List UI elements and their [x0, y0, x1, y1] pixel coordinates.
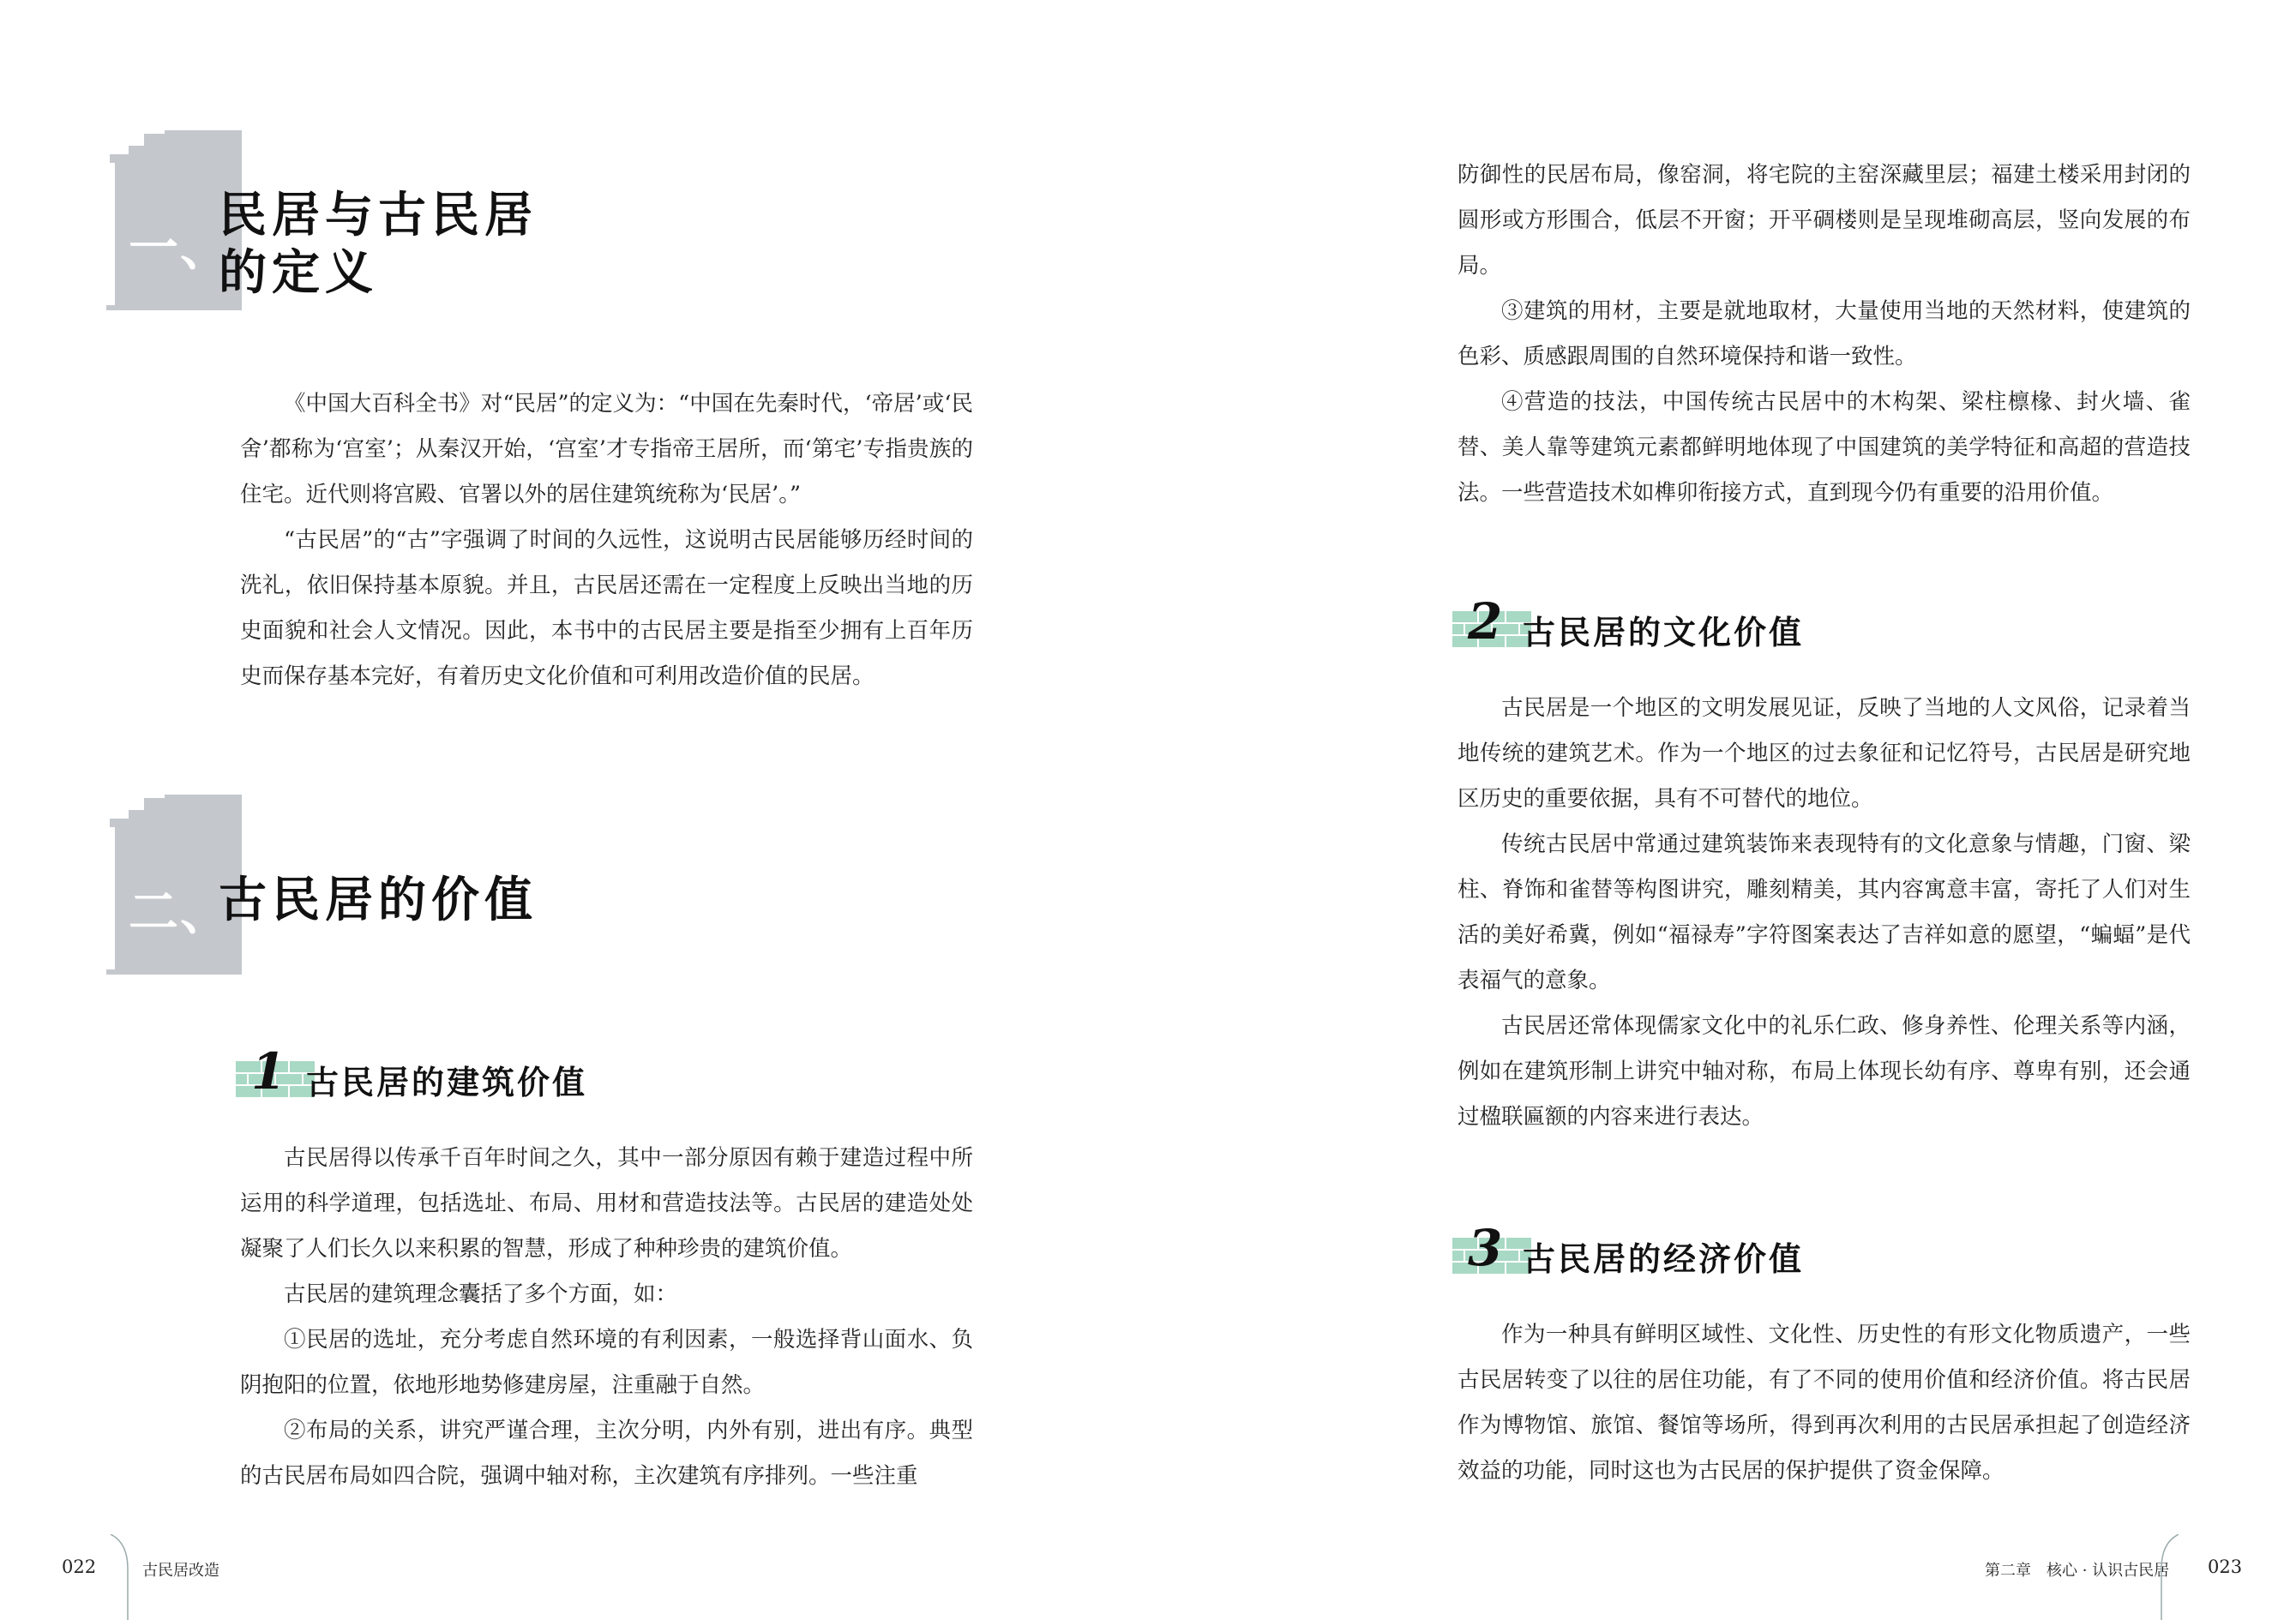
paragraph: 《中国大百科全书》对“民居”的定义为：“中国在先秦时代，‘帝居’或‘民舍’都称为‘宫室’；从秦汉开始，‘宫室’才专指帝王居所，而‘第宅’专指贵族的住宅。近代则将宫殿、官署以外的居住建筑统称为‘民居’。” — [240, 391, 973, 507]
page-number: 022 — [62, 1557, 97, 1577]
section-1-heading — [103, 129, 583, 317]
paragraph: 古民居的建筑理念囊括了多个方面，如： — [284, 1281, 678, 1307]
paragraph: ②布局的关系，讲究严谨合理，主次分明，内外有别，进出有序。典型的古民居布局如四合院，强调中轴对称，主次建筑有序排列。一些注重 — [240, 1418, 973, 1489]
subsection-2-heading — [1452, 592, 1881, 651]
section-1-body — [240, 381, 973, 699]
subsection-1-title: 古民居的建筑价值 — [306, 1063, 588, 1101]
paragraph: ④营造的技法，中国传统古民居中的木构架、梁柱檩椽、封火墙、雀替、美人靠等建筑元素都鲜明地体现了中国建筑的美学特征和高超的营造技法。一些营造技术如榫卯衔接方式，直到现今仍有重要的沿用价值。 — [1458, 389, 2191, 506]
subsection-3-body — [1458, 1312, 2191, 1494]
subsection-2-number: 2 — [1468, 592, 1503, 651]
running-title: 古民居改造 — [142, 1562, 219, 1580]
running-title: 第二章 核心 · 认识古民居 — [1985, 1562, 2170, 1580]
subsection-1-heading — [236, 1042, 664, 1101]
subsection-1-body — [240, 1136, 973, 1499]
paragraph: 传统古民居中常通过建筑装饰来表现特有的文化意象与情趣，门窗、梁柱、脊饰和雀替等构图讲究，雕刻精美，其内容寓意丰富，寄托了人们对生活的美好希冀，例如“福禄寿”字符图案表达了吉祥如意的愿望，“蝙蝠”是代表福气的意象。 — [1458, 831, 2191, 993]
paragraph: ①民居的选址，充分考虑自然环境的有利因素，一般选择背山面水、负阴抱阳的位置，依地形地势修建房屋，注重融于自然。 — [240, 1327, 973, 1398]
subsection-3-title: 古民居的经济价值 — [1523, 1239, 1805, 1278]
section-1-number: 一、 — [129, 219, 232, 277]
continuation-body — [1458, 153, 2191, 516]
paragraph: 防御性的民居布局，像窑洞，将宅院的主窑深藏里层；福建土楼采用封闭的圆形或方形围合，低层不开窗；开平碉楼则是呈现堆砌高层，竖向发展的布局。 — [1458, 162, 2191, 279]
subsection-1-number: 1 — [251, 1042, 286, 1101]
section-2-heading — [103, 793, 583, 981]
subsection-3-number: 3 — [1468, 1219, 1503, 1277]
paragraph: 古民居是一个地区的文明发展见证，反映了当地的人文风俗，记录着当地传统的建筑艺术。作为一个地区的过去象征和记忆符号，古民居是研究地区历史的重要依据，具有不可替代的地位。 — [1458, 695, 2191, 812]
section-2-title: 古民居的价值 — [219, 872, 538, 928]
footer-curve-ornament — [107, 1534, 133, 1620]
right-page — [1148, 0, 2296, 1620]
paragraph: 古民居得以传承千百年时间之久，其中一部分原因有赖于建造过程中所运用的科学道理，包括选址、布局、用材和营造技法等。古民居的建造处处凝聚了人们长久以来积累的智慧，形成了种种珍贵的建筑价值。 — [240, 1145, 973, 1262]
subsection-2-title: 古民居的文化价值 — [1523, 613, 1805, 651]
section-2-number: 二、 — [129, 883, 232, 941]
paragraph: ③建筑的用材，主要是就地取材，大量使用当地的天然材料，使建筑的色彩、质感跟周围的自然环境保持和谐一致性。 — [1458, 298, 2191, 369]
section-1-title — [219, 187, 538, 302]
page-number: 023 — [2208, 1557, 2243, 1577]
paragraph: “古民居”的“古”字强调了时间的久远性，这说明古民居能够历经时间的洗礼，依旧保持基本原貌。并且，古民居还需在一定程度上反映出当地的历史面貌和社会人文情况。因此，本书中的古民居主要是指至少拥有上百年历史而保存基本完好，有着历史文化价值和可利用改造价值的民居。 — [240, 527, 973, 689]
subsection-3-heading — [1452, 1219, 1881, 1278]
footer-curve-ornament — [2156, 1534, 2182, 1620]
paragraph: 古民居还常体现儒家文化中的礼乐仁政、修身养性、伦理关系等内涵，例如在建筑形制上讲究中轴对称，布局上体现长幼有序、尊卑有别，还会通过楹联匾额的内容来进行表达。 — [1458, 1013, 2191, 1130]
subsection-2-body — [1458, 686, 2191, 1140]
paragraph: 作为一种具有鲜明区域性、文化性、历史性的有形文化物质遗产，一些古民居转变了以往的居住功能，有了不同的使用价值和经济价值。将古民居作为博物馆、旅馆、餐馆等场所，得到再次利用的古民居承担起了创造经济效益的功能，同时这也为古民居的保护提供了资金保障。 — [1458, 1322, 2191, 1484]
section-1-title-line1: 民居与古民居 — [219, 187, 538, 243]
section-1-title-line2: 的定义 — [219, 244, 378, 302]
